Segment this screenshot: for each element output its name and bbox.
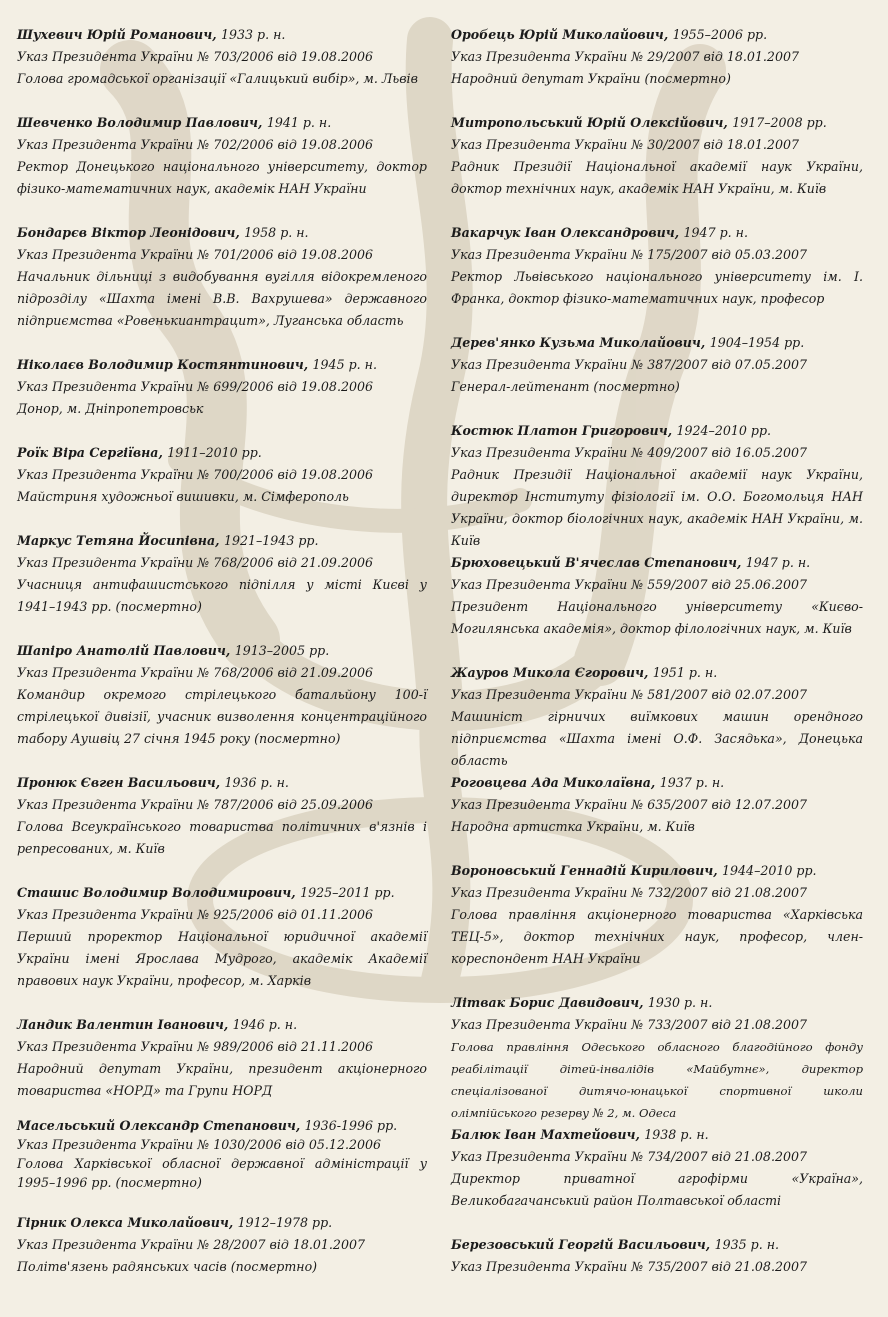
decree-line: Указ Президента України № 733/2007 від 21.08.2007 [451,1017,807,1032]
decree-line: Указ Президента України № 387/2007 від 07.05.2007 [451,357,807,372]
award-entry [17,354,427,420]
person-description: Ректор Донецького національного університету, доктор фізико-математичних наук, академік НАН України [17,159,427,196]
person-description: Ректор Львівського національного університету ім. І. Франка, доктор фізико-математичних наук, професор [451,269,863,306]
person-years: 1938 р. н. [644,1127,709,1142]
person-description: Голова громадської організації «Галицький вибір», м. Львів [17,71,418,86]
person-description: Голова Всеукраїнського товариства політичних в'язнів і репресованих, м. Київ [17,819,427,856]
person-description: Командир окремого стрілецького батальйону 100-ї стрілецької дивізії, учасник визволення концентраційного табору Аушвіц 27 січня 1945 року (посмертно) [17,687,427,746]
person-name: Маркус Тетяна Йосипівна, [17,533,220,548]
decree-line: Указ Президента України № 559/2007 від 25.06.2007 [451,577,807,592]
award-entry [17,222,427,332]
person-name: Дерев'янко Кузьма Миколайович, [451,335,706,350]
award-entry [17,112,427,200]
decree-line: Указ Президента України № 734/2007 від 21.08.2007 [451,1149,807,1164]
person-name: Костюк Платон Григорович, [451,423,673,438]
person-years: 1930 р. н. [647,995,713,1010]
person-name: Оробець Юрій Миколайович, [451,27,669,42]
person-years: 1904–1954 рр. [709,335,805,350]
decree-line: Указ Президента України № 175/2007 від 05.03.2007 [451,247,807,262]
person-name: Ніколаєв Володимир Костянтинович, [17,357,309,372]
person-years: 1945 р. н. [312,357,377,372]
person-years: 1958 р. н. [244,225,309,240]
person-years: 1955–2006 рр. [672,27,768,42]
person-name: Балюк Іван Махтейович, [451,1127,640,1142]
award-entry [451,332,863,398]
decree-line: Указ Президента України № 925/2006 від 01.11.2006 [17,907,373,922]
person-description: Президент Національного університету «Києво-Могилянська академія», доктор філологічних наук, м. Київ [451,599,863,636]
person-years: 1936 р. н. [224,775,289,790]
person-description: Генерал-лейтенант (посмертно) [451,379,680,394]
person-description: Голова правління Одеського обласного благодійного фонду реабілітації дітей-інвалідів «Майбутнє», директор спеціалізованої дитячо-юнацької спортивної школи олімпійського резерву № 2, м. Одеса [451,1040,863,1120]
award-entry [451,772,863,838]
decree-line: Указ Президента України № 30/2007 від 18.01.2007 [451,137,799,152]
award-entry [17,772,427,860]
person-name: Сташис Володимир Володимирович, [17,885,296,900]
decree-line: Указ Президента України № 1030/2006 від 05.12.2006 [17,1137,382,1152]
person-description: Машиніст гірничих виїмкових машин орендного підприємства «Шахта імені О.Ф. Засядька», Донецька область [451,709,863,768]
person-description: Народний депутат України, президент акціонерного товариства «НОРД» та Групи НОРД [17,1061,427,1098]
award-entry [451,992,863,1124]
person-description: Директор приватної агрофірми «Україна», Великобагачанський район Полтавської області [451,1171,863,1208]
decree-line: Указ Президента України № 768/2006 від 21.09.2006 [17,555,373,570]
person-name: Бондарєв Віктор Леонідович, [17,225,240,240]
award-entry [451,420,863,552]
person-name: Вакарчук Іван Олександрович, [451,225,680,240]
decree-line: Указ Президента України № 581/2007 від 02.07.2007 [451,687,807,702]
award-entry [451,552,863,640]
person-description: Донор, м. Дніпропетровськ [17,401,204,416]
decree-line: Указ Президента України № 635/2007 від 12.07.2007 [451,797,807,812]
award-entry [17,442,427,508]
decree-line: Указ Президента України № 768/2006 від 21.09.2006 [17,665,373,680]
award-entry [451,24,863,90]
person-description: Начальник дільниці з видобування вугілля відокремленого підрозділу «Шахта імені В.В. Вахрушева» державного підприємства «Ровенькиантрацит», Луганська область [17,269,427,328]
award-entry [17,24,427,90]
person-name: Митропольський Юрій Олексійович, [451,115,728,130]
decree-line: Указ Президента України № 409/2007 від 16.05.2007 [451,445,807,460]
person-years: 1913–2005 рр. [234,643,330,658]
person-years: 1912–1978 рр. [237,1215,333,1230]
person-name: Масельський Олександр Степанович, [17,1118,301,1133]
award-entry [17,530,427,618]
award-entry [17,1212,427,1278]
person-description: Голова Харківської обласної державної адміністрації у 1995–1996 рр. (посмертно) [17,1156,427,1190]
person-description: Радник Президії Національної академії наук України, директор Інституту фізіології ім. О.О. Богомольця НАН України, доктор біологічних наук, академік НАН України, м. Київ [451,467,863,548]
person-name: Вороновський Геннадій Кирилович, [451,863,718,878]
decree-line: Указ Президента України № 787/2006 від 25.09.2006 [17,797,373,812]
award-entry [17,882,427,992]
person-name: Шевченко Володимир Павлович, [17,115,263,130]
decree-line: Указ Президента України № 735/2007 від 21.08.2007 [451,1259,807,1274]
person-name: Гірник Олекса Миколайович, [17,1215,234,1230]
person-name: Жауров Микола Єгорович, [451,665,649,680]
person-years: 1924–2010 рр. [676,423,772,438]
person-years: 1946 р. н. [232,1017,298,1032]
award-entry [451,1234,863,1278]
person-years: 1947 р. н. [745,555,811,570]
award-entry [451,860,863,970]
person-description: Учасниця антифашистського підпілля у місті Києві у 1941–1943 рр. (посмертно) [17,577,427,614]
person-description: Політв'язень радянських часів (посмертно) [17,1259,318,1274]
person-description: Народний депутат України (посмертно) [451,71,731,86]
award-entry [17,1014,427,1102]
person-years: 1936-1996 рр. [304,1118,398,1133]
person-years: 1935 р. н. [714,1237,779,1252]
decree-line: Указ Президента України № 989/2006 від 21.11.2006 [17,1039,373,1054]
person-description: Майстриня художньої вишивки, м. Сімферополь [17,489,349,504]
person-years: 1937 р. н. [659,775,725,790]
person-description: Голова правління акціонерного товариства «Харківська ТЕЦ-5», доктор технічних наук, професор, член-кореспондент НАН України [451,907,863,966]
decree-line: Указ Президента України № 703/2006 від 19.08.2006 [17,49,373,64]
decree-line: Указ Президента України № 702/2006 від 19.08.2006 [17,137,373,152]
person-years: 1917–2008 рр. [732,115,827,130]
decree-line: Указ Президента України № 28/2007 від 18.01.2007 [17,1237,365,1252]
award-entry [451,1124,863,1212]
person-name: Літвак Борис Давидович, [451,995,644,1010]
award-entry [451,112,863,200]
person-description: Радник Президії Національної академії наук України, доктор технічних наук, академік НАН України, м. Київ [451,159,863,196]
person-name: Ландик Валентин Іванович, [17,1017,229,1032]
person-description: Перший проректор Національної юридичної академії України імені Ярослава Мудрого, академік Академії правових наук України, професор, м. Харків [17,929,427,988]
award-entry [451,662,863,772]
person-years: 1911–2010 рр. [167,445,262,460]
person-name: Шухевич Юрій Романович, [17,27,217,42]
decree-line: Указ Президента України № 732/2007 від 21.08.2007 [451,885,807,900]
person-name: Роговцева Ада Миколаївна, [451,775,656,790]
person-name: Березовський Георгій Васильович, [451,1237,711,1252]
decree-line: Указ Президента України № 700/2006 від 19.08.2006 [17,467,373,482]
decree-line: Указ Президента України № 701/2006 від 19.08.2006 [17,247,373,262]
award-entry [451,222,863,310]
person-years: 1944–2010 рр. [722,863,817,878]
person-name: Брюховецький В'ячеслав Степанович, [451,555,742,570]
person-years: 1947 р. н. [683,225,748,240]
award-entry [17,1116,427,1192]
person-name: Роїк Віра Сергіївна, [17,445,163,460]
person-years: 1921–1943 рр. [223,533,319,548]
person-name: Шапіро Анатолій Павлович, [17,643,231,658]
person-years: 1925–2011 рр. [300,885,395,900]
decree-line: Указ Президента України № 699/2006 від 19.08.2006 [17,379,373,394]
person-years: 1951 р. н. [652,665,718,680]
person-years: 1941 р. н. [266,115,332,130]
person-years: 1933 р. н. [220,27,286,42]
person-name: Пронюк Євген Васильович, [17,775,221,790]
award-entry [17,640,427,750]
decree-line: Указ Президента України № 29/2007 від 18.01.2007 [451,49,799,64]
person-description: Народна артистка України, м. Київ [451,819,695,834]
